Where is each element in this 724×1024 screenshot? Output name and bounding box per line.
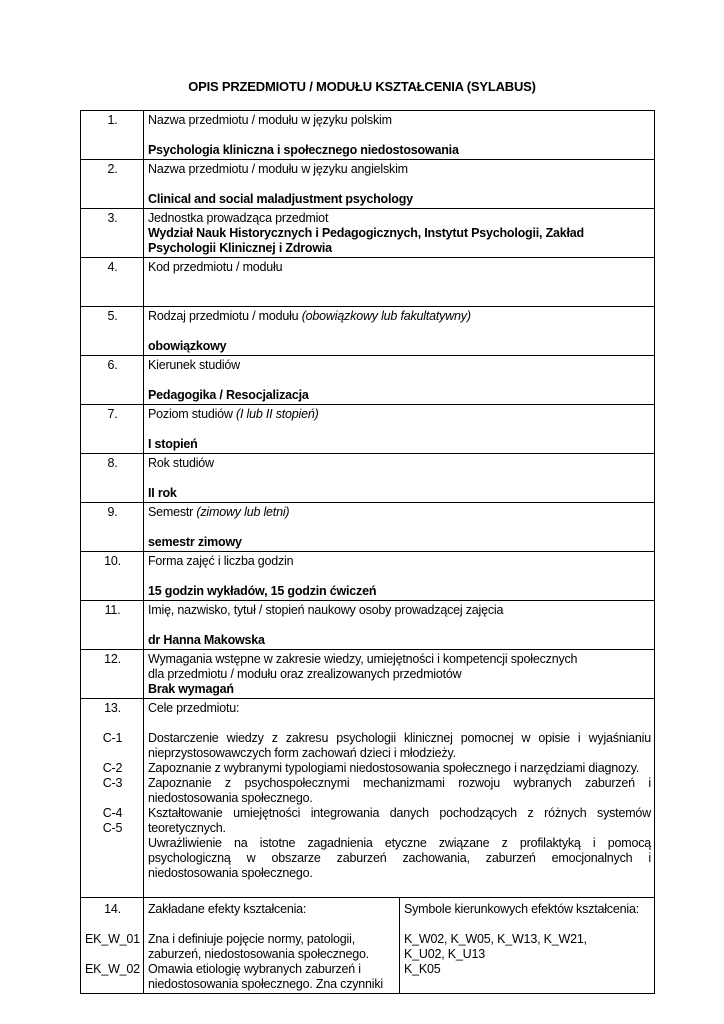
outcome-text: Zna i definiuje pojęcie normy, patologii, zaburzeń, niedostosowania społecznego. xyxy=(148,932,370,961)
outcome-symbols: K_W02, K_W05, K_W13, K_W21, xyxy=(404,932,587,946)
row-number: 8. xyxy=(81,454,144,503)
symbols-header: Symbole kierunkowych efektów kształcenia: xyxy=(404,902,639,916)
row-label: Rodzaj przedmiotu / modułu xyxy=(148,309,302,323)
goal-text: Zapoznanie z wybranymi typologiami niedostosowania społecznego i narzędziami diagnozy. xyxy=(148,761,640,775)
goals-number-column xyxy=(81,699,144,898)
row-content xyxy=(144,258,655,307)
outcome-code: EK_W_01 xyxy=(85,932,140,946)
row-label: Forma zajęć i liczba godzin xyxy=(148,554,294,568)
row-content xyxy=(144,307,655,356)
row-value: II rok xyxy=(148,486,177,500)
table-row xyxy=(81,356,655,405)
row-label: Kierunek studiów xyxy=(148,358,240,372)
row-content xyxy=(144,650,655,699)
table-row-outcomes xyxy=(81,898,655,994)
goal-text: Zapoznanie z psychospołecznymi mechanizmami rozwoju wybranych zaburzeń i niedostosowania społecznego. xyxy=(148,776,651,805)
table-row xyxy=(81,160,655,209)
row-number: 2. xyxy=(81,160,144,209)
row-label: Jednostka prowadząca przedmiot xyxy=(148,211,329,225)
row-label: Nazwa przedmiotu / modułu w języku angielskim xyxy=(148,162,408,176)
table-row-goals xyxy=(81,699,655,898)
table-row xyxy=(81,111,655,160)
syllabus-table xyxy=(80,110,655,994)
row-value: dr Hanna Makowska xyxy=(148,633,265,647)
row-value: I stopień xyxy=(148,437,198,451)
row-value: Psychologia kliniczna i społecznego niedostosowania xyxy=(148,143,459,157)
outcome-text: Omawia etiologię wybranych zaburzeń i niedostosowania społecznego. Zna czynniki xyxy=(148,962,384,991)
goal-code: C-4 xyxy=(102,806,123,820)
row-number: 11. xyxy=(81,601,144,650)
goal-code: C-3 xyxy=(102,776,123,790)
outcomes-number-column xyxy=(81,898,144,994)
row-value: Wydział Nauk Historycznych i Pedagogicznych, Instytut Psychologii, Zakład Psychologii Klinicznej i Zdrowia xyxy=(148,226,584,255)
row-content xyxy=(144,209,655,258)
page-title: OPIS PRZEDMIOTU / MODUŁU KSZTAŁCENIA (SYLABUS) xyxy=(188,79,536,94)
row-value: Pedagogika / Resocjalizacja xyxy=(148,388,309,402)
row-label: Nazwa przedmiotu / modułu w języku polskim xyxy=(148,113,392,127)
outcome-code: EK_W_02 xyxy=(85,962,140,976)
goal-code: C-2 xyxy=(102,761,123,775)
outcome-symbols: K_U02, K_U13 xyxy=(404,947,485,961)
row-label: Poziom studiów xyxy=(148,407,237,421)
row-number: 13. xyxy=(104,701,121,715)
goal-text: Uwrażliwienie na istotne zagadnienia etyczne związane z profilaktyką i pomocą psychologiczną w obszarze zaburzeń zachowania, zaburzeń emocjonalnych i niedostosowania społecznego. xyxy=(148,836,651,880)
outcome-symbols: K_K05 xyxy=(404,962,441,976)
table-row xyxy=(81,258,655,307)
row-hint: (obowiązkowy lub fakultatywny) xyxy=(301,309,471,323)
row-content xyxy=(144,405,655,454)
row-value: Brak wymagań xyxy=(148,682,234,696)
row-number: 4. xyxy=(81,258,144,307)
goals-label: Cele przedmiotu: xyxy=(148,701,240,715)
row-value: 15 godzin wykładów, 15 godzin ćwiczeń xyxy=(148,584,377,598)
row-value: semestr zimowy xyxy=(148,535,242,549)
row-label: Imię, nazwisko, tytuł / stopień naukowy osoby prowadzącej zajęcia xyxy=(148,603,504,617)
row-number: 14. xyxy=(104,902,121,916)
row-content xyxy=(144,111,655,160)
goal-text: Kształtowanie umiejętności integrowania danych pochodzących z różnych systemów teoretycznych. xyxy=(148,806,651,835)
table-row xyxy=(81,454,655,503)
row-number: 3. xyxy=(81,209,144,258)
row-label: Kod przedmiotu / modułu xyxy=(148,260,283,274)
outcomes-description-column xyxy=(144,898,400,994)
goal-code: C-1 xyxy=(102,731,123,745)
table-row xyxy=(81,552,655,601)
outcomes-symbols-column xyxy=(400,898,655,994)
row-label: Semestr xyxy=(148,505,197,519)
row-number: 1. xyxy=(81,111,144,160)
row-value: obowiązkowy xyxy=(148,339,227,353)
row-hint: (zimowy lub letni) xyxy=(196,505,290,519)
row-content xyxy=(144,601,655,650)
row-label: Wymagania wstępne w zakresie wiedzy, umiejętności i kompetencji społecznych xyxy=(148,652,578,666)
table-row xyxy=(81,209,655,258)
table-row xyxy=(81,307,655,356)
goal-text: Dostarczenie wiedzy z zakresu psychologii klinicznej pomocnej w opisie i wyjaśnianiu nieprzystosowawczych form zachowań dzieci i młodzieży. xyxy=(148,731,651,760)
row-content xyxy=(144,503,655,552)
row-number: 9. xyxy=(81,503,144,552)
row-content xyxy=(144,160,655,209)
outcomes-header: Zakładane efekty kształcenia: xyxy=(148,902,307,916)
table-row xyxy=(81,405,655,454)
table-row xyxy=(81,503,655,552)
table-row xyxy=(81,601,655,650)
row-number: 5. xyxy=(81,307,144,356)
goals-content xyxy=(144,699,655,898)
row-number: 12. xyxy=(81,650,144,699)
row-number: 6. xyxy=(81,356,144,405)
row-label-continued: dla przedmiotu / modułu oraz zrealizowanych przedmiotów xyxy=(148,667,462,681)
goal-code: C-5 xyxy=(102,821,123,835)
row-content xyxy=(144,356,655,405)
row-hint: (I lub II stopień) xyxy=(236,407,319,421)
row-number: 7. xyxy=(81,405,144,454)
table-row xyxy=(81,650,655,699)
row-content xyxy=(144,454,655,503)
row-number: 10. xyxy=(81,552,144,601)
row-content xyxy=(144,552,655,601)
row-label: Rok studiów xyxy=(148,456,214,470)
row-value: Clinical and social maladjustment psychology xyxy=(148,192,413,206)
